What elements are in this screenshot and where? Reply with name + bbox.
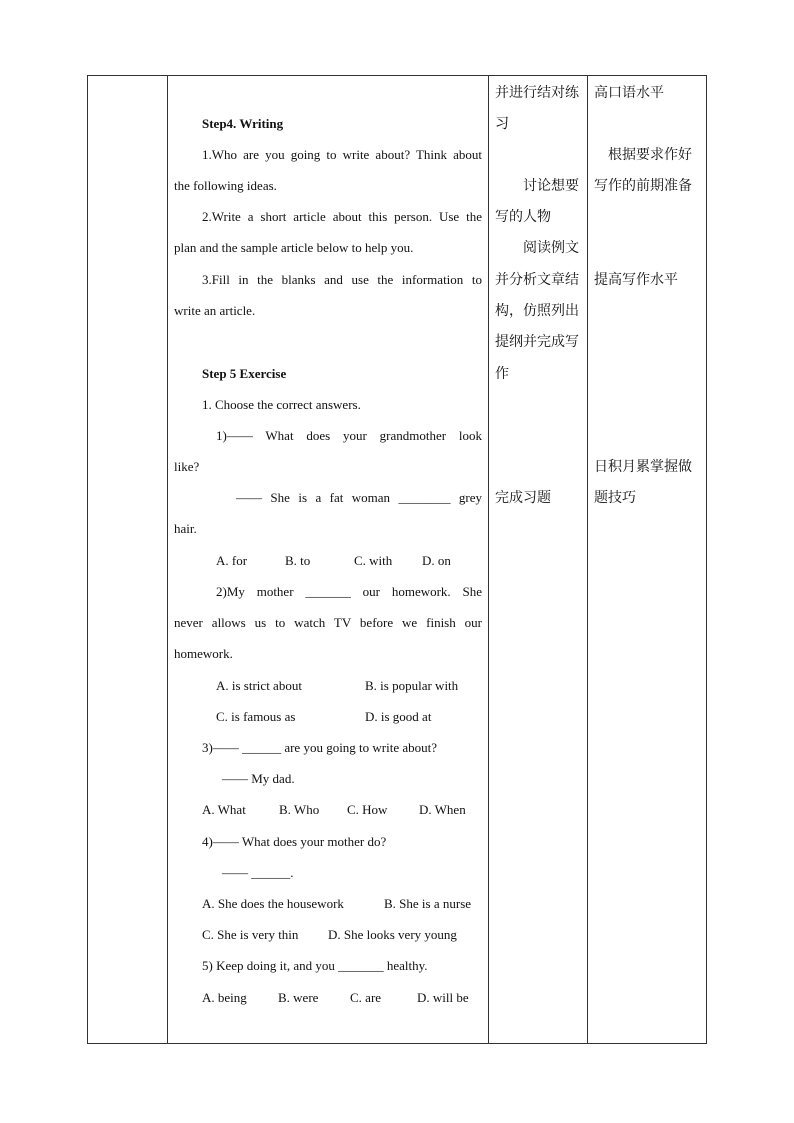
question1-line3: —— She is a fat woman ________ grey (236, 490, 482, 505)
option: D. She looks very young (328, 927, 457, 942)
activity-text: 提纲并完成写 (495, 334, 579, 350)
option: D. on (422, 553, 451, 568)
option: C. is famous as (216, 709, 296, 724)
purpose-text: 日积月累掌握做 (594, 459, 692, 475)
question5-line1: 5) Keep doing it, and you _______ healthy. (202, 958, 428, 973)
step5-heading: Step 5 Exercise (202, 366, 287, 381)
option: B. She is a nurse (384, 896, 472, 911)
activity-text: 写的人物 (495, 209, 551, 225)
purpose-text: 题技巧 (594, 490, 636, 506)
activity-text: 习 (495, 116, 509, 132)
question3-line2: —— My dad. (222, 771, 295, 786)
option: D. will be (417, 990, 469, 1005)
question1-options (174, 552, 482, 570)
activity-text: 并进行结对练 (495, 85, 579, 101)
student-activity-column (489, 76, 587, 1043)
option: A. is strict about (216, 678, 302, 693)
step4-item2-line1: 2.Write a short article about this person. Use the (202, 209, 482, 224)
activity-text: 讨论想要 (523, 178, 579, 194)
option: A. She does the housework (202, 896, 344, 911)
step4-item1-line1: 1.Who are you going to write about? Think about (202, 147, 482, 162)
question1-line2: like? (174, 459, 200, 474)
step4-item1-line2: the following ideas. (174, 178, 277, 193)
step4-item2-line2: plan and the sample article below to help you. (174, 240, 414, 255)
question4-options-row2 (174, 926, 482, 944)
question2-options-row2 (174, 708, 482, 726)
purpose-text: 写作的前期准备 (594, 178, 692, 194)
activity-text: 完成习题 (495, 490, 551, 506)
question4-line2: —— ______. (222, 865, 294, 880)
option: C. She is very thin (202, 927, 299, 942)
option: C. are (350, 990, 382, 1005)
option: A. for (216, 553, 248, 568)
question2-line1: 2)My mother _______ our homework. She (216, 584, 482, 599)
question2-options-row1 (174, 677, 482, 695)
purpose-text: 根据要求作好 (608, 147, 692, 163)
question1-line1: 1)—— What does your grandmother look (216, 428, 482, 443)
question5-options (174, 989, 482, 1007)
activity-text: 构，仿照列出 (495, 303, 579, 319)
question3-options (174, 801, 482, 819)
option: A. What (202, 802, 246, 817)
question3-line1: 3)—— ______ are you going to write about? (202, 740, 438, 755)
question4-options-row1 (174, 895, 482, 913)
activity-text: 阅读例文 (523, 240, 579, 256)
option: D. is good at (365, 709, 432, 724)
option: C. with (354, 553, 393, 568)
activity-text: 作 (495, 366, 509, 382)
design-purpose-column (588, 76, 708, 1043)
teaching-content-column (168, 76, 488, 1043)
option: B. Who (279, 802, 320, 817)
activity-text: 并分析文章结 (495, 272, 579, 288)
question1-line4: hair. (174, 521, 197, 536)
option: B. to (285, 553, 311, 568)
step4-item3-line2: write an article. (174, 303, 256, 318)
option: B. is popular with (365, 678, 459, 693)
step5-instruction: 1. Choose the correct answers. (202, 397, 361, 412)
question2-line3: homework. (174, 646, 233, 661)
option: B. were (278, 990, 319, 1005)
purpose-text: 高口语水平 (594, 85, 664, 101)
option: A. being (202, 990, 247, 1005)
question2-line2: never allows us to watch TV before we finish our (174, 615, 482, 630)
option: D. When (419, 802, 466, 817)
option: C. How (347, 802, 388, 817)
step4-heading: Step4. Writing (202, 116, 284, 131)
lesson-table (87, 75, 707, 1044)
step4-item3-line1: 3.Fill in the blanks and use the information to (202, 272, 482, 287)
purpose-text: 提高写作水平 (594, 272, 678, 288)
question4-line1: 4)—— What does your mother do? (202, 834, 387, 849)
